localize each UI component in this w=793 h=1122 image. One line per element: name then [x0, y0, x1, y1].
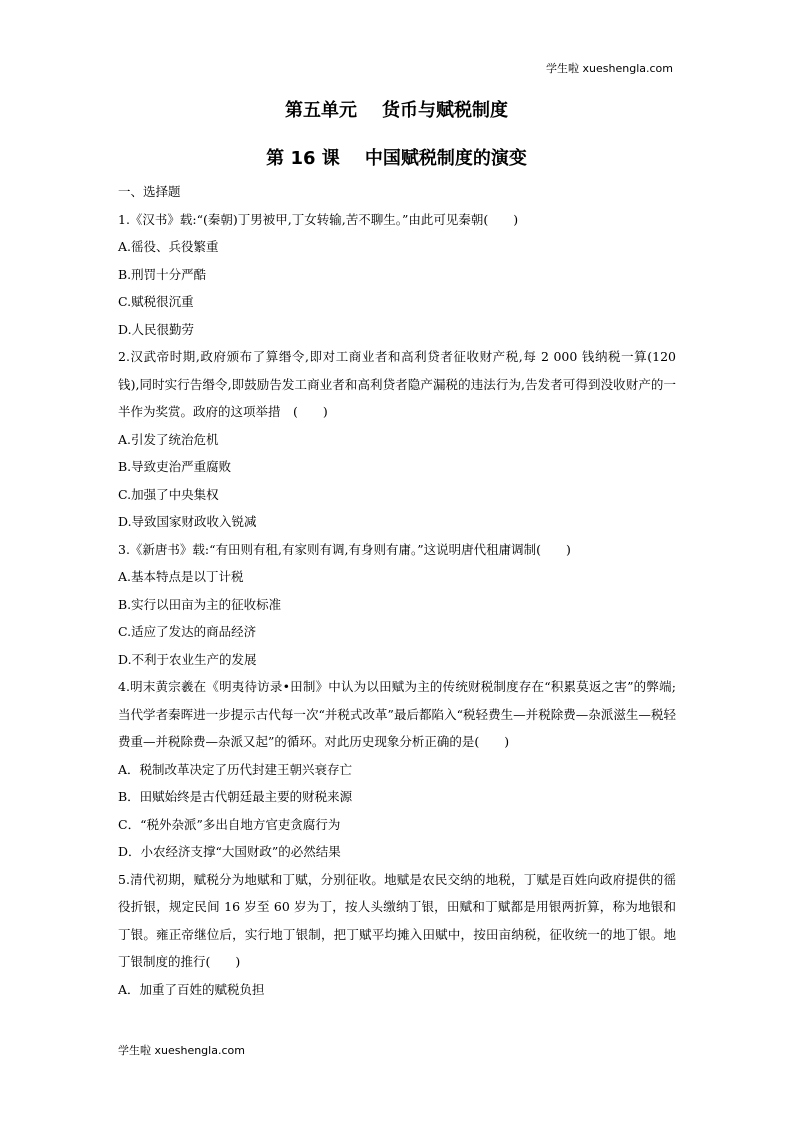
question-2-option-d: D.导致国家财政收入锐减: [118, 514, 257, 529]
footer-site-watermark: 学生啦 xueshengla.com: [118, 1044, 245, 1057]
unit-title: 第五单元 货币与赋税制度: [284, 100, 509, 121]
question-4-option-c: C．“税外杂派”多出自地方官吏贪腐行为: [118, 816, 341, 832]
section-heading: 一、选择题: [118, 184, 181, 199]
question-5-option-a: A．加重了百姓的赋税负担: [118, 981, 265, 997]
question-3-option-d: D.不利于农业生产的发展: [118, 651, 257, 667]
question-3-option-b: B.实行以田亩为主的征收标准: [118, 596, 282, 612]
question-4-option-b: B．田赋始终是古代朝廷最主要的财税来源: [118, 789, 353, 804]
question-4-stem: 4.明末黄宗羲在《明夷待访录•田制》中认为以田赋为主的传统财税制度存在“积累莫返之害”的弊端;当代学者秦晖进一步提示古代每一次“并税式改革”最后都陷入“税轻费生—并税除费—杂派滋生—税轻费重—并税除费—杂派又起”的循环。对此历史现象分析正确的是( ): [118, 679, 676, 749]
question-4-option-a: A．税制改革决定了历代封建王朝兴衰存亡: [118, 761, 353, 777]
question-3-stem: 3.《新唐书》载:“有田则有租,有家则有调,有身则有庸。”这说明唐代租庸调制( ): [118, 541, 571, 557]
question-1-option-a: A.徭役、兵役繁重: [118, 239, 219, 254]
question-2-option-b: B.导致吏治严重腐败: [118, 459, 232, 474]
header-site-watermark: 学生啦 xueshengla.com: [546, 62, 673, 75]
question-2-option-a: A.引发了统治危机: [118, 431, 219, 447]
question-1-option-c: C.赋税很沉重: [118, 294, 194, 309]
document-body: [118, 178, 676, 1003]
question-1-stem: 1.《汉书》载:“(秦朝)丁男被甲,丁女转输,苦不聊生。”由此可见秦朝( ): [118, 211, 519, 227]
question-2-option-c: C.加强了中央集权: [118, 486, 219, 502]
question-2-stem: 2.汉武帝时期,政府颁布了算缗令,即对工商业者和高利贷者征收财产税,每 2 000 钱纳税一算(120 钱),同时实行告缗令,即鼓励告发工商业者和高利贷者隐产漏税的违法行为,告发者可得到没收财产的一半作为奖赏。政府的这项举措 ( ): [118, 349, 676, 419]
lesson-title: 第 16 课 中国赋税制度的演变: [266, 148, 527, 169]
question-1-option-d: D.人民很勤劳: [118, 321, 195, 337]
question-5-stem: 5.清代初期，赋税分为地赋和丁赋，分别征收。地赋是农民交纳的地税，丁赋是百姓向政府提供的徭役折银，规定民间 16 岁至 60 岁为丁，按人头缴纳丁银，田赋和丁赋都是用银两折算，称为地银和丁银。雍正帝继位后，实行地丁银制，把丁赋平均摊入田赋中，按田亩纳税，征收统一的地丁银。地丁银制度的推行( ): [118, 871, 676, 969]
question-4-option-d: D．小农经济支撑“大国财政”的必然结果: [118, 844, 341, 859]
question-3-option-c: C.适应了发达的商品经济: [118, 624, 257, 639]
question-1-option-b: B.刑罚十分严酷: [118, 266, 207, 282]
question-3-option-a: A.基本特点是以丁计税: [118, 569, 244, 584]
